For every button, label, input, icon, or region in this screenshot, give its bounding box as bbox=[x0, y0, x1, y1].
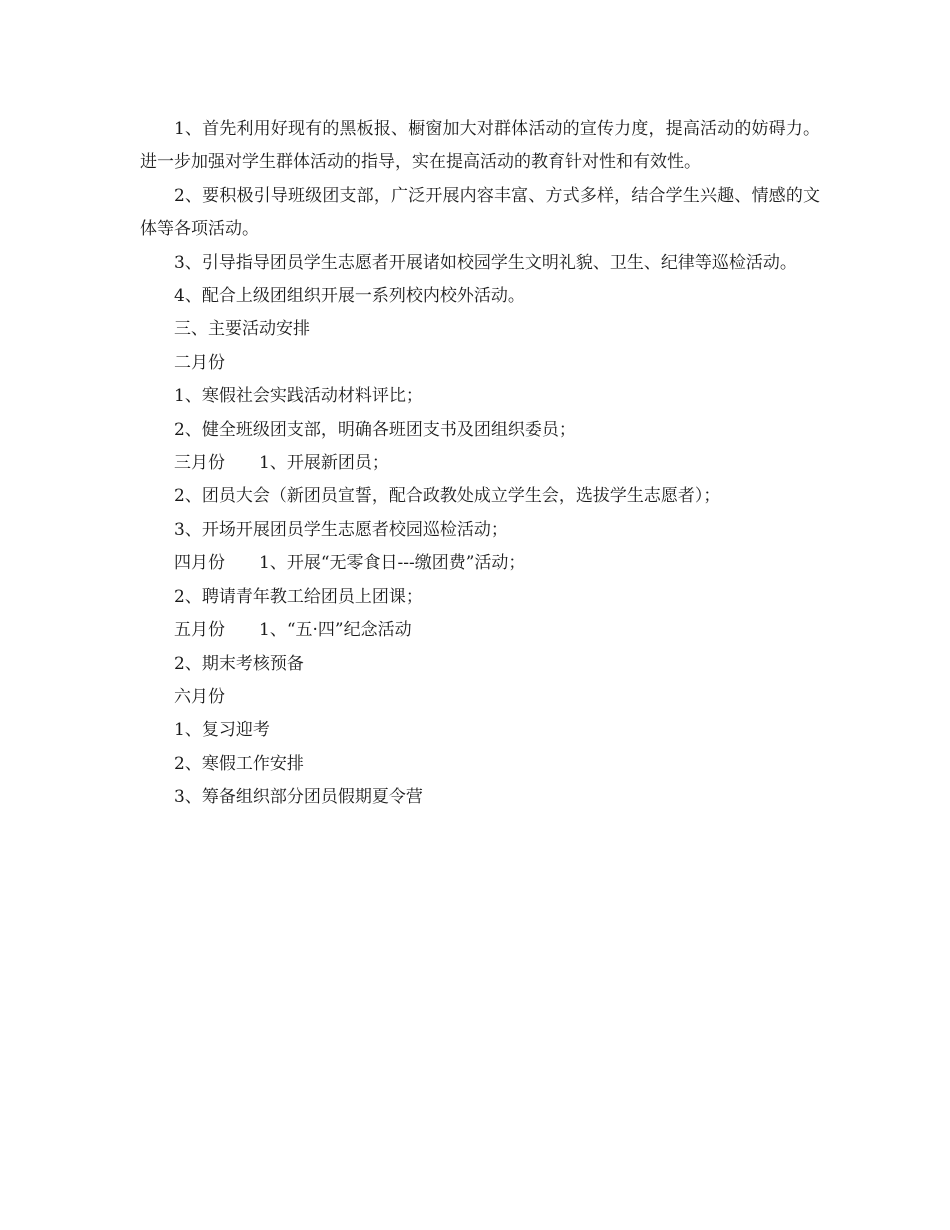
list-item: 3、筹备组织部分团员假期夏令营 bbox=[174, 787, 423, 808]
paragraph-2: 2、要积极引导班级团支部，广泛开展内容丰富、方式多样，结合学生兴趣、情感的文体等各项活动。 bbox=[140, 185, 820, 240]
document-body bbox=[140, 113, 820, 815]
list-item: 2、期末考核预备 bbox=[174, 653, 304, 674]
month-june: 六月份 bbox=[174, 686, 225, 707]
list-item: 1、复习迎考 bbox=[174, 720, 270, 741]
paragraph-3: 3、引导指导团员学生志愿者开展诸如校园学生文明礼貌、卫生、纪律等巡检活动。 bbox=[174, 252, 797, 273]
list-item: 2、聘请青年教工给团员上团课； bbox=[174, 586, 423, 607]
month-may: 五月份 1、“五·四”纪念活动 bbox=[174, 620, 412, 641]
month-april: 四月份 1、开展“无零食日---缴团费”活动； bbox=[174, 553, 526, 574]
list-item: 2、寒假工作安排 bbox=[174, 753, 304, 774]
month-february: 二月份 bbox=[174, 352, 225, 373]
list-item: 1、寒假社会实践活动材料评比； bbox=[174, 386, 423, 407]
list-item: 2、健全班级团支部，明确各班团支书及团组织委员； bbox=[174, 419, 576, 440]
section-heading: 三、主要活动安排 bbox=[174, 319, 310, 340]
list-item: 3、开场开展团员学生志愿者校园巡检活动； bbox=[174, 519, 508, 540]
text-line-4: 4、配合上级团组织开展一系列校内校外活动。 bbox=[174, 286, 525, 307]
month-march: 三月份 1、开展新团员； bbox=[174, 453, 389, 474]
list-item: 2、团员大会（新团员宣誓，配合政教处成立学生会，选拔学生志愿者）； bbox=[174, 486, 721, 507]
paragraph-1: 1、首先利用好现有的黑板报、橱窗加大对群体活动的宣传力度，提高活动的妨碍力。进一步加强对学生群体活动的指导，实在提高活动的教育针对性和有效性。 bbox=[140, 119, 820, 173]
